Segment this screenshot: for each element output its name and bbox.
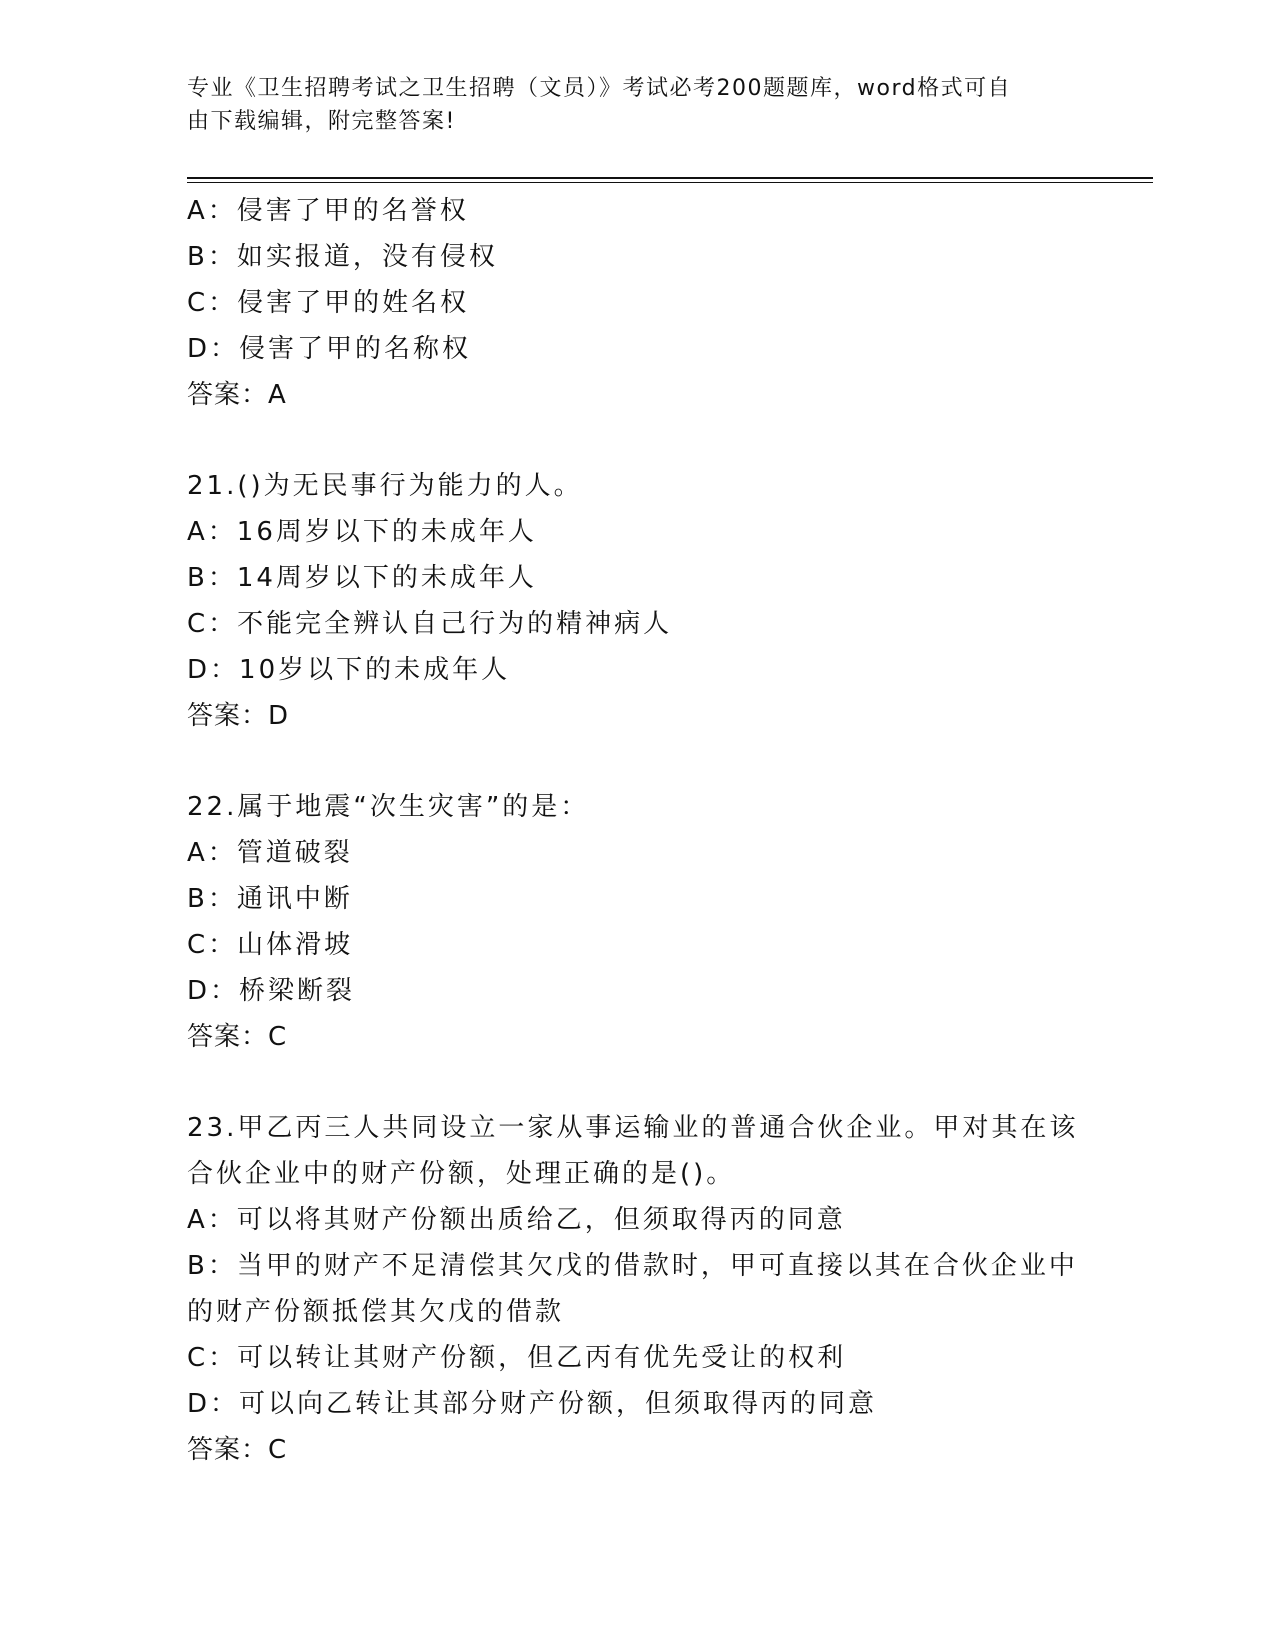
option-c: C：不能完全辨认自己行为的精神病人 xyxy=(187,609,673,639)
option-a: A：16周岁以下的未成年人 xyxy=(187,517,537,547)
option-a: A：管道破裂 xyxy=(187,838,353,868)
header-line-1: 专业《卫生招聘考试之卫生招聘（文员）》考试必考200题题库，word格式可自 xyxy=(187,76,1012,101)
option-b-line-1: B：当甲的财产不足清偿其欠戊的借款时，甲可直接以其在合伙企业中 xyxy=(187,1251,1078,1281)
option-a: A：侵害了甲的名誉权 xyxy=(187,196,469,226)
header-divider-thin xyxy=(187,182,1153,183)
header-divider-thick xyxy=(187,177,1153,179)
option-b: B：如实报道，没有侵权 xyxy=(187,242,498,272)
header-line-2: 由下载编辑，附完整答案! xyxy=(187,109,456,134)
question-text-line-2: 合伙企业中的财产份额，处理正确的是()。 xyxy=(187,1159,736,1189)
option-b: B：通讯中断 xyxy=(187,884,353,914)
question-text: 21.()为无民事行为能力的人。 xyxy=(187,471,583,501)
question-block-23 xyxy=(187,1105,1087,1473)
option-d: D：侵害了甲的名称权 xyxy=(187,334,472,364)
option-c: C：侵害了甲的姓名权 xyxy=(187,288,470,318)
option-c: C：山体滑坡 xyxy=(187,930,354,960)
option-b: B：14周岁以下的未成年人 xyxy=(187,563,537,593)
question-block-20 xyxy=(187,188,1087,418)
question-text-line-1: 23.甲乙丙三人共同设立一家从事运输业的普通合伙企业。甲对其在该 xyxy=(187,1113,1079,1143)
option-c: C：可以转让其财产份额，但乙丙有优先受让的权利 xyxy=(187,1343,847,1373)
question-block-22 xyxy=(187,784,1087,1060)
answer-line: 答案：C xyxy=(187,1022,288,1052)
option-a: A：可以将其财产份额出质给乙，但须取得丙的同意 xyxy=(187,1205,846,1235)
option-d: D：10岁以下的未成年人 xyxy=(187,655,511,685)
option-d: D：可以向乙转让其部分财产份额，但须取得丙的同意 xyxy=(187,1389,878,1419)
question-block-21 xyxy=(187,463,1087,739)
question-text: 22.属于地震“次生灾害”的是： xyxy=(187,792,590,822)
answer-line: 答案：D xyxy=(187,701,290,731)
question-list xyxy=(187,188,1087,1473)
document-header xyxy=(187,72,1087,138)
answer-line: 答案：A xyxy=(187,380,287,410)
option-b-line-2: 的财产份额抵偿其欠戊的借款 xyxy=(187,1297,565,1327)
answer-line: 答案：C xyxy=(187,1435,288,1465)
option-d: D：桥梁断裂 xyxy=(187,976,356,1006)
